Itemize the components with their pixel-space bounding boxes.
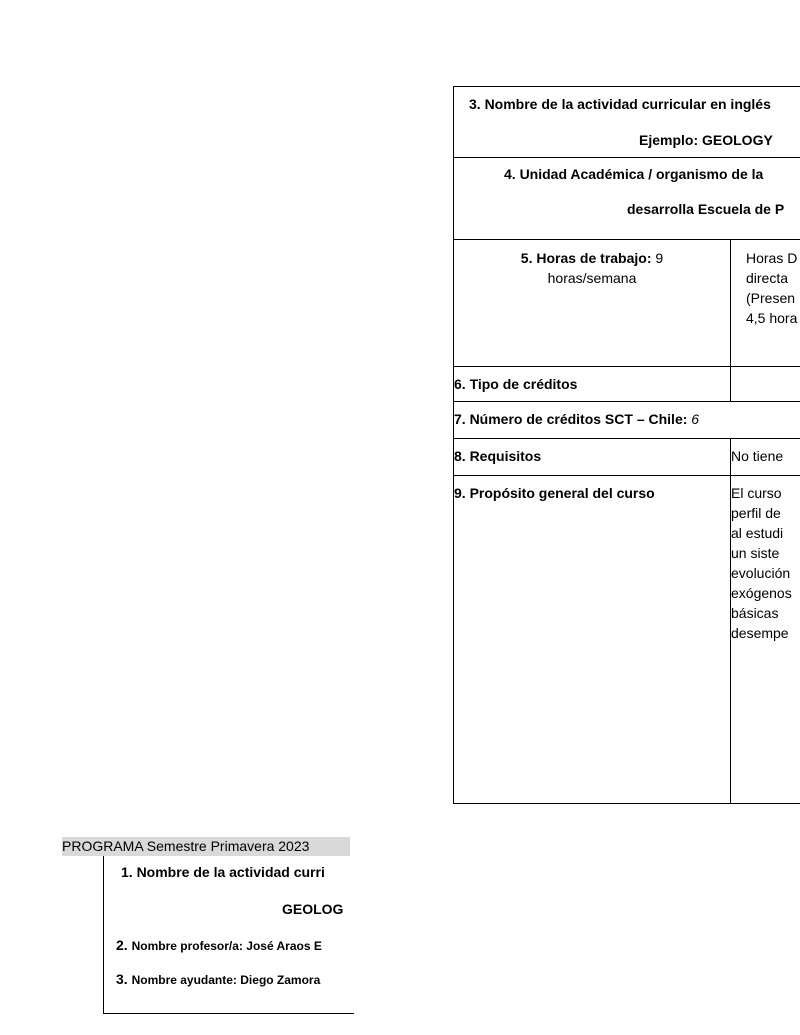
requirements-value: No tiene <box>731 439 800 476</box>
program-item1-value: GEOLOG <box>282 901 344 917</box>
course-purpose-line: básicas <box>731 605 779 621</box>
program-item1-label: 1. Nombre de la actividad curri <box>121 864 325 880</box>
course-purpose-label: 9. Propósito general del curso <box>454 476 731 804</box>
program-semester-tag: PROGRAMA Semestre Primavera 2023 <box>62 837 350 856</box>
credit-type-value <box>731 367 800 402</box>
academic-unit-cell <box>454 158 800 240</box>
requirements-label: 8. Requisitos <box>454 439 731 476</box>
work-hours-detail-line: (Presen <box>746 290 796 306</box>
work-hours-detail-line: 4,5 hora <box>746 310 798 326</box>
english-name-label: 3. Nombre de la actividad curricular en inglés <box>469 96 771 112</box>
english-name-cell <box>454 87 800 158</box>
course-purpose-line: un siste <box>731 545 780 561</box>
course-purpose-text-cell <box>731 476 800 804</box>
work-hours-unit: horas/semana <box>547 270 637 286</box>
work-hours-label: 5. Horas de trabajo: <box>520 250 652 266</box>
work-hours-detail-cell <box>731 240 800 367</box>
course-purpose-line: perfil de <box>731 505 781 521</box>
academic-unit-line1: 4. Unidad Académica / organismo de la <box>504 166 764 182</box>
program-item2 <box>116 937 322 953</box>
work-hours-detail-line: Horas D <box>746 250 798 266</box>
course-purpose-line: exógenos <box>731 585 792 601</box>
sct-credits-label: 7. Número de créditos SCT – Chile: <box>454 411 688 427</box>
academic-unit-line2: desarrolla Escuela de P <box>627 201 785 217</box>
program-item3-text: Nombre ayudante: Diego Zamora <box>131 973 321 987</box>
sct-credits-cell <box>454 402 800 439</box>
work-hours-detail-line: directa <box>746 270 789 286</box>
program-item3 <box>116 971 320 987</box>
work-hours-value: 9 <box>655 250 664 266</box>
course-purpose-line: El curso <box>731 485 782 501</box>
course-purpose-line: al estudi <box>731 525 784 541</box>
work-hours-label-cell <box>454 240 731 367</box>
program-item3-number: 3. <box>116 971 128 987</box>
credit-type-label: 6. Tipo de créditos <box>454 367 731 402</box>
english-name-example: Ejemplo: GEOLOGY <box>639 132 773 148</box>
course-purpose-line: desempe <box>731 625 789 641</box>
course-info-table <box>453 86 800 804</box>
course-purpose-line: evolución <box>731 565 791 581</box>
program-item2-text: Nombre profesor/a: José Araos E <box>131 939 322 953</box>
program-item2-number: 2. <box>116 937 128 953</box>
sct-credits-value: 6 <box>691 411 700 427</box>
program-info-box <box>103 856 354 1014</box>
